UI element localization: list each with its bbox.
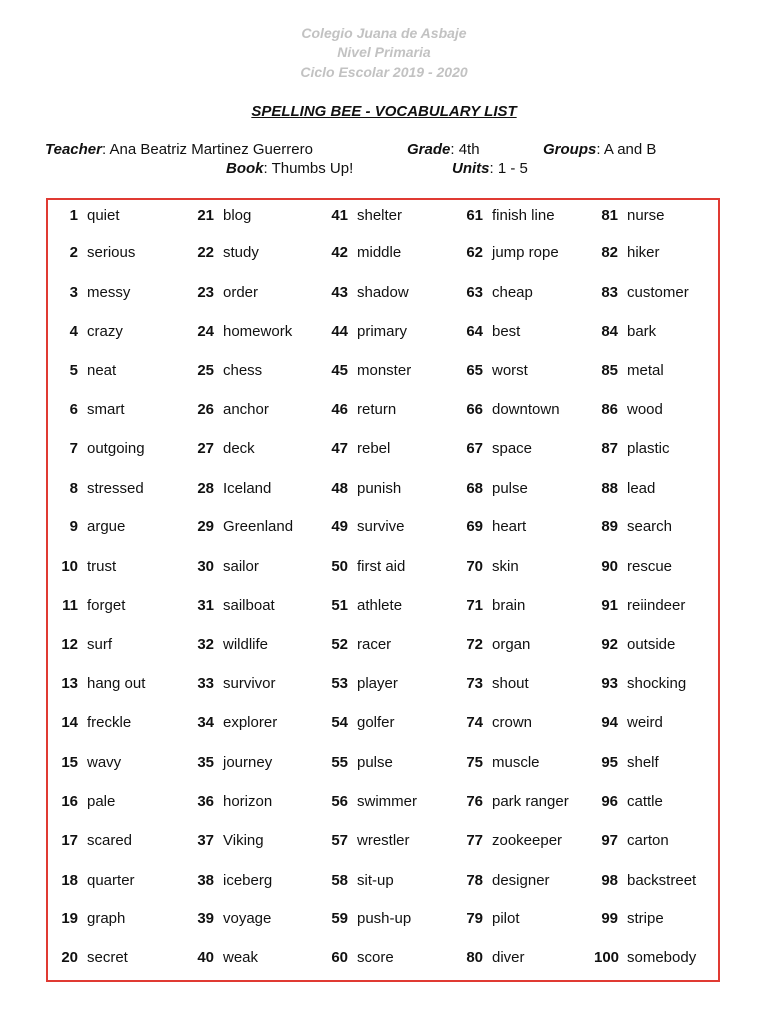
item-number: 73 [466,675,483,692]
item-number: 11 [62,597,78,614]
item-number: 1 [69,207,78,224]
item-number: 38 [197,872,214,889]
item-number: 21 [197,207,214,224]
item-number: 8 [69,480,78,497]
item-number: 46 [331,401,348,418]
item-number: 66 [466,401,483,418]
vocabulary-word: crown [492,714,533,731]
groups-field: Groups: A and B [543,141,657,158]
units-field: Units: 1 - 5 [452,160,528,177]
school-cycle: Ciclo Escolar 2019 - 2020 [300,64,468,80]
vocabulary-word: backstreet [627,872,697,889]
item-number: 74 [466,714,483,731]
vocabulary-word: deck [223,440,255,457]
item-number: 37 [197,832,214,849]
item-number: 41 [331,207,348,224]
vocabulary-word: neat [87,362,117,379]
vocabulary-word: jump rope [492,244,559,261]
item-number: 56 [331,793,348,810]
item-number: 7 [69,440,78,457]
item-number: 55 [331,754,348,771]
item-number: 82 [601,244,618,261]
vocabulary-word: horizon [223,793,273,810]
vocabulary-word: monster [357,362,412,379]
vocabulary-word: journey [223,754,273,771]
item-number: 13 [61,675,78,692]
vocabulary-word: explorer [223,714,278,731]
vocabulary-word: designer [492,872,550,889]
vocabulary-word: outside [627,636,676,653]
item-number: 94 [601,714,618,731]
item-number: 6 [69,401,78,418]
vocabulary-word: weird [627,714,663,731]
vocabulary-word: freckle [87,714,132,731]
vocabulary-word: metal [627,362,664,379]
vocabulary-word: cattle [627,793,663,810]
vocabulary-word: wrestler [357,832,410,849]
item-number: 10 [61,558,78,575]
item-number: 88 [601,480,618,497]
vocabulary-word: swimmer [357,793,417,810]
vocabulary-word: lead [627,480,656,497]
vocabulary-word: search [627,518,673,535]
vocabulary-word: sit-up [357,872,394,889]
item-number: 3 [69,284,78,301]
school-name: Colegio Juana de Asbaje [301,25,467,41]
item-number: 97 [601,832,618,849]
item-number: 77 [466,832,483,849]
vocabulary-word: survive [357,518,405,535]
item-number: 17 [61,832,78,849]
vocabulary-word: pulse [492,480,528,497]
item-number: 57 [331,832,348,849]
vocabulary-word: customer [627,284,689,301]
item-number: 43 [331,284,348,301]
item-number: 90 [601,558,618,575]
item-number: 36 [197,793,214,810]
item-number: 53 [331,675,348,692]
item-number: 20 [61,949,78,966]
vocabulary-word: wildlife [223,636,269,653]
vocabulary-word: push-up [357,910,412,927]
item-number: 79 [466,910,483,927]
vocabulary-word: brain [492,597,526,614]
vocabulary-word: cheap [492,284,533,301]
vocabulary-word: plastic [627,440,670,457]
vocabulary-word: return [357,401,397,418]
item-number: 96 [601,793,618,810]
item-number: 32 [197,636,214,653]
vocabulary-word: reiindeer [627,597,686,614]
item-number: 89 [601,518,618,535]
vocabulary-word: rescue [627,558,673,575]
vocabulary-word: downtown [492,401,560,418]
item-number: 51 [331,597,348,614]
item-number: 72 [466,636,483,653]
item-number: 26 [197,401,214,418]
units-label: Units [452,160,490,177]
item-number: 85 [601,362,618,379]
item-number: 30 [197,558,214,575]
item-number: 23 [197,284,214,301]
item-number: 100 [594,949,620,966]
item-number: 52 [331,636,348,653]
vocabulary-word: organ [492,636,531,653]
item-number: 5 [69,362,78,379]
vocabulary-word: worst [492,362,528,379]
vocabulary-word: primary [357,323,408,340]
vocabulary-word: stripe [627,910,664,927]
item-number: 58 [331,872,348,889]
vocabulary-word: order [223,284,259,301]
vocabulary-word: sailor [223,558,259,575]
vocabulary-word: Viking [223,832,264,849]
vocabulary-word: heart [492,518,527,535]
vocabulary-word: hang out [87,675,146,692]
item-number: 62 [466,244,483,261]
item-number: 91 [601,597,618,614]
item-number: 93 [601,675,618,692]
vocabulary-word: survivor [223,675,276,692]
item-number: 47 [331,440,348,457]
item-number: 42 [331,244,348,261]
vocabulary-word: first aid [357,558,406,575]
vocabulary-word: iceberg [223,872,273,889]
vocabulary-word: athlete [357,597,403,614]
vocabulary-word: trust [87,558,117,575]
vocabulary-word: anchor [223,401,269,418]
vocabulary-word: crazy [87,323,123,340]
item-number: 61 [466,207,483,224]
vocabulary-word: quiet [87,207,120,224]
vocabulary-word: shelter [357,207,403,224]
item-number: 99 [601,910,618,927]
vocabulary-word: punish [357,480,402,497]
item-number: 92 [601,636,618,653]
vocabulary-word: weak [223,949,259,966]
vocabulary-word: diver [492,949,525,966]
vocabulary-word: quarter [87,872,135,889]
vocabulary-word: shocking [627,675,687,692]
vocabulary-word: blog [223,207,252,224]
teacher-label: Teacher [45,141,102,158]
vocabulary-word: argue [87,518,126,535]
item-number: 27 [197,440,214,457]
item-number: 28 [197,480,214,497]
item-number: 16 [61,793,78,810]
vocabulary-word: bark [627,323,657,340]
item-number: 31 [197,597,214,614]
vocabulary-word: outgoing [87,440,145,457]
item-number: 83 [601,284,618,301]
item-number: 67 [466,440,483,457]
item-number: 98 [601,872,618,889]
vocabulary-word: shelf [627,754,659,771]
vocabulary-word: pilot [492,910,520,927]
vocabulary-word: hiker [627,244,660,261]
item-number: 22 [197,244,214,261]
item-number: 25 [197,362,214,379]
item-number: 81 [601,207,618,224]
item-number: 50 [331,558,348,575]
item-number: 78 [466,872,483,889]
book-field: Book: Thumbs Up! [226,160,354,177]
item-number: 2 [69,244,78,261]
vocabulary-word: finish line [492,207,555,224]
vocabulary-word: forget [87,597,126,614]
item-number: 60 [331,949,348,966]
vocabulary-word: chess [223,362,263,379]
item-number: 24 [197,323,214,340]
vocabulary-word: pale [87,793,116,810]
vocabulary-word: middle [357,244,402,261]
grade-label: Grade [407,141,451,158]
teacher-field: Teacher: Ana Beatriz Martinez Guerrero [45,141,313,158]
item-number: 18 [61,872,78,889]
vocabulary-word: somebody [627,949,697,966]
vocabulary-word: skin [492,558,519,575]
vocabulary-word: stressed [87,480,144,497]
item-number: 34 [197,714,214,731]
vocabulary-word: secret [87,949,128,966]
item-number: 9 [69,518,78,535]
vocabulary-word: voyage [223,910,272,927]
item-number: 12 [61,636,78,653]
vocabulary-word: wavy [87,754,122,771]
groups-value: A and B [603,141,657,158]
item-number: 40 [197,949,214,966]
groups-label: Groups [543,141,597,158]
vocabulary-word: study [223,244,259,261]
item-number: 84 [601,323,618,340]
item-number: 49 [331,518,348,535]
vocabulary-word: graph [87,910,126,927]
item-number: 15 [61,754,78,771]
units-value: 1 - 5 [497,160,528,177]
vocabulary-list-box [46,198,720,982]
vocabulary-word: space [492,440,533,457]
item-number: 35 [197,754,214,771]
vocabulary-word: shadow [357,284,409,301]
vocabulary-word: racer [357,636,392,653]
item-number: 54 [331,714,348,731]
item-number: 71 [466,597,483,614]
teacher-value: Ana Beatriz Martinez Guerrero [109,141,313,158]
item-number: 45 [331,362,348,379]
item-number: 68 [466,480,483,497]
vocabulary-word: park ranger [492,793,569,810]
vocabulary-word: golfer [357,714,395,731]
item-number: 87 [601,440,618,457]
grade-value: 4th [458,141,480,158]
item-number: 4 [69,323,78,340]
item-number: 29 [197,518,214,535]
item-number: 75 [466,754,483,771]
vocabulary-word: wood [627,401,663,418]
vocabulary-word: smart [87,401,125,418]
vocabulary-word: rebel [357,440,391,457]
vocabulary-word: shout [492,675,529,692]
item-number: 59 [331,910,348,927]
item-number: 76 [466,793,483,810]
item-number: 48 [331,480,348,497]
vocabulary-word: Iceland [223,480,272,497]
vocabulary-word: scared [87,832,133,849]
vocabulary-word: pulse [357,754,393,771]
item-number: 39 [197,910,214,927]
item-number: 33 [197,675,214,692]
grade-field: Grade: 4th [407,141,480,158]
item-number: 63 [466,284,483,301]
vocabulary-word: score [357,949,394,966]
item-number: 70 [466,558,483,575]
vocabulary-word: player [357,675,398,692]
vocabulary-word: sailboat [223,597,275,614]
item-number: 44 [331,323,348,340]
vocabulary-word: Greenland [223,518,294,535]
item-number: 19 [61,910,78,927]
item-number: 95 [601,754,618,771]
item-number: 69 [466,518,483,535]
book-value: Thumbs Up! [271,160,354,177]
vocabulary-word: carton [627,832,669,849]
document-title: SPELLING BEE - VOCABULARY LIST [251,103,517,120]
book-label: Book [226,160,264,177]
school-level: Nivel Primaria [337,44,431,60]
vocabulary-word: homework [223,323,293,340]
item-number: 64 [466,323,483,340]
vocabulary-word: best [492,323,521,340]
vocabulary-word: surf [87,636,113,653]
item-number: 14 [61,714,78,731]
vocabulary-word: messy [87,284,131,301]
vocabulary-word: muscle [492,754,540,771]
item-number: 65 [466,362,483,379]
item-number: 80 [466,949,483,966]
vocabulary-word: serious [87,244,136,261]
item-number: 86 [601,401,618,418]
vocabulary-word: zookeeper [492,832,563,849]
vocabulary-word: nurse [627,207,665,224]
